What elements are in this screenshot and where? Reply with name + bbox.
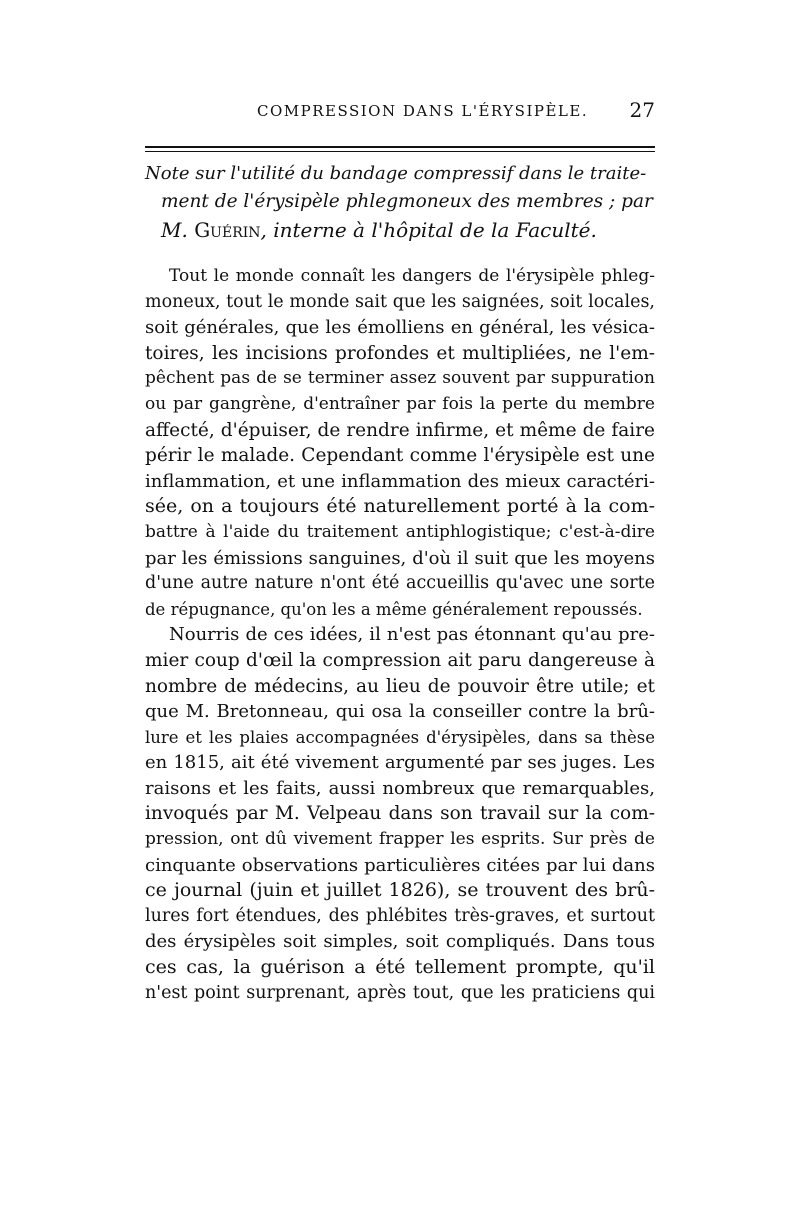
title-line-3 [145,216,655,244]
text-line: moneux, tout le monde sait que les saignées, soit locales, [145,291,655,312]
text-line: Tout le monde connaît les dangers de l'érysipèle phleg- [169,266,655,286]
text-line: cinquante observations particulières citées par lui dans [145,854,655,876]
text-line: d'une autre nature n'ont été accueillis qu'avec une sorte [145,573,655,594]
text-line: lures fort étendues, des phlébites très-graves, et surtout [145,905,655,926]
header-rule-thin [145,151,655,152]
body-text [145,264,655,1006]
text-line: n'est point surprenant, après tout, que les praticiens qui [145,982,655,1003]
text-line: toires, les incisions profondes et multipliées, ne l'em- [145,342,655,364]
text-line: Nourris de ces idées, il n'est pas étonnant qu'au pre- [169,624,655,646]
text-line: périr le malade. Cependant comme l'érysipèle est une [145,445,655,467]
text-line: pression, ont dû vivement frapper les esprits. Sur près de [145,829,655,850]
text-line: soit générales, que les émolliens en général, les vésica- [145,317,655,339]
text-line: invoqués par M. Velpeau dans son travail sur la com- [145,803,655,825]
running-head [145,96,655,126]
text-line: en 1815, ait été vivement argumenté par ses juges. Les [145,752,655,774]
text-line: nombre de médecins, au lieu de pouvoir être utile; et [145,675,655,697]
text-line: par les émissions sanguines, d'où il suit que les moyens [145,547,655,569]
title-line-3-prefix: M. [161,218,195,242]
text-line: affecté, d'épuiser, de rendre infirme, et même de faire [145,419,655,441]
text-line: inflammation, et une inflammation des mieux caractéri- [145,470,655,492]
text-line: de répugnance, qu'on les a même généralement repoussés. [145,599,643,619]
text-line: ce journal (juin et juillet 1826), se trouvent des brû- [145,879,655,902]
author-name: Guérin [194,218,261,242]
text-line: ces cas, la guérison a été tellement prompte, qu'il [145,956,655,979]
text-line: ou par gangrène, d'entraîner par fois la perte du membre [145,393,655,414]
text-line: lure et les plaies accompagnées d'érysipèles, dans sa thèse [145,727,655,747]
text-line: que M. Bretonneau, qui osa la conseiller contre la brû- [145,701,655,723]
text-line: raisons et les faits, aussi nombreux que remarquables, [145,777,655,799]
page-number: 27 [629,98,655,122]
title-line-1: Note sur l'utilité du bandage compressif dans le traite- [145,163,647,184]
text-line: pêchent pas de se terminer assez souvent par suppuration [145,368,655,389]
text-line: sée, on a toujours été naturellement porté à la com- [145,495,655,518]
title-line-2: ment de l'érysipèle phlegmoneux des membres ; par [161,191,653,212]
header-rule-thick [145,146,655,148]
title-line-3-suffix: , interne à l'hôpital de la Faculté. [260,218,597,242]
text-line: battre à l'aide du traitement antiphlogistique; c'est-à-dire [145,521,655,542]
text-line: des érysipèles soit simples, soit compliqués. Dans tous [145,931,655,953]
text-line: mier coup d'œil la compression ait paru dangereuse à [145,649,655,671]
running-title: COMPRESSION DANS L'ÉRYSIPÈLE. [257,102,589,120]
article-title [145,160,655,244]
